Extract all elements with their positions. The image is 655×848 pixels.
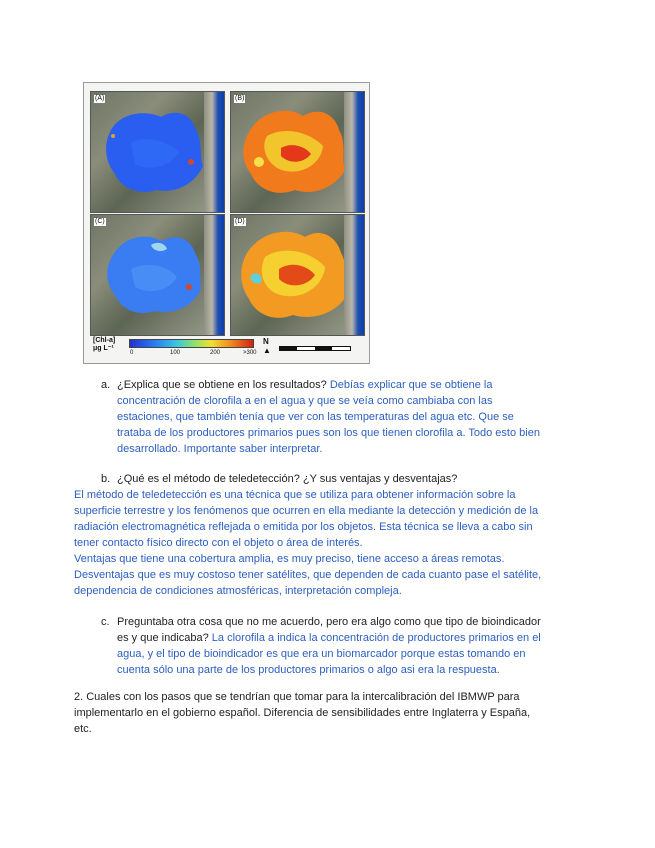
coastline-strip <box>204 215 224 335</box>
answer-b-line: tener contacto físico directo con el objeto o área de interés. <box>74 537 363 549</box>
answer-a-line: concentración de clorofila a en el agua y que se veía como cambiaba con las <box>117 395 493 407</box>
colorbar-tick: >300 <box>243 350 257 356</box>
answer-b-line: Desventajas que es muy costoso tener satélites, que dependen de cada cuanto pase el satélite, <box>74 569 542 581</box>
map-panel-b <box>230 91 365 213</box>
answer-b-line: Ventajas que tiene una cobertura amplia, es muy preciso, tiene acceso a áreas remotas. <box>74 553 505 565</box>
colorbar-unit-line1: [Chl-a] <box>93 337 116 344</box>
north-label: N <box>263 337 269 346</box>
question-b: ¿Qué es el método de teledetección? ¿Y sus ventajas y desventajas? <box>117 473 458 485</box>
question-2-line: implementarlo en el gobierno español. Diferencia de sensibilidades entre Inglaterra y España, <box>74 707 531 719</box>
coastline-strip <box>344 215 364 335</box>
answer-a-line: desarrollado. Importante saber interpretar. <box>117 443 323 455</box>
map-panel-c <box>90 214 225 336</box>
scale-bar <box>279 337 359 357</box>
answer-c-line: agua, y el tipo de bioindicador es que era un biomarcador porque estas tomando en <box>117 648 526 660</box>
colorbar-tick: 100 <box>170 350 181 356</box>
question-a: ¿Explica que se obtiene en los resultados? <box>117 379 327 391</box>
answer-b-line: El método de teledetección es una técnica que se utiliza para obtener información sobre la <box>74 489 516 501</box>
list-marker-b: b. <box>101 473 111 485</box>
question-2-line: 2. Cuales con los pasos que se tendrían que tomar para la intercalibración del IBMWP para <box>74 691 520 703</box>
colorbar-legend <box>93 337 363 361</box>
colorbar-tick: 200 <box>210 350 221 356</box>
colorbar-ramp <box>129 339 254 348</box>
list-marker-c: c. <box>101 616 110 628</box>
panel-label-c: (C) <box>95 218 105 225</box>
colorbar-unit-line2: μg L⁻¹ <box>93 345 114 352</box>
question-a-line1 <box>117 377 492 393</box>
map-panel-d <box>230 214 365 336</box>
satellite-figure <box>83 82 370 364</box>
list-marker-a: a. <box>101 379 111 391</box>
coastline-strip <box>204 92 224 212</box>
answer-c-line: cuenta sólo una parte de los productores primarios o algo asi era la respuesta. <box>117 664 500 676</box>
answer-b-line: dependencia de condiciones atmosféricas, interpretación compleja. <box>74 585 402 597</box>
coastline-strip <box>344 92 364 212</box>
answer-a-line: estaciones, que también tenía que ver con las temperaturas del agua etc. Que se <box>117 411 514 423</box>
answer-b-line: superficie terrestre y los fenómenos que ocurren en ella mediante la detección y medición de la <box>74 505 539 517</box>
panel-label-b: (B) <box>235 95 245 102</box>
map-panel-a <box>90 91 225 213</box>
panel-label-d: (D) <box>235 218 245 225</box>
answer-a-line: trataba de los productores primarios pues son los que tienen clorofila a. Todo esto bien <box>117 427 540 439</box>
answer-c-line: La clorofila a indica la concentración de productores primarios en el <box>211 632 541 644</box>
answer-a-line: Debías explicar que se obtiene la <box>329 379 493 391</box>
colorbar-unit <box>93 337 115 353</box>
question-c-end: es y que indicaba? <box>117 632 209 644</box>
panel-label-a: (A) <box>95 95 105 102</box>
answer-b-line: radiación electromagnética reflejada o emitida por los objetos. Esta técnica se lleva a cabo sin <box>74 521 533 533</box>
question-2-line: etc. <box>74 723 92 735</box>
question-c-line1: Preguntaba otra cosa que no me acuerdo, pero era algo como que tipo de bioindicador <box>117 616 541 628</box>
colorbar-tick: 0 <box>130 350 134 356</box>
question-c-line2 <box>117 630 541 646</box>
north-arrow-icon: N ▲ <box>263 337 271 355</box>
